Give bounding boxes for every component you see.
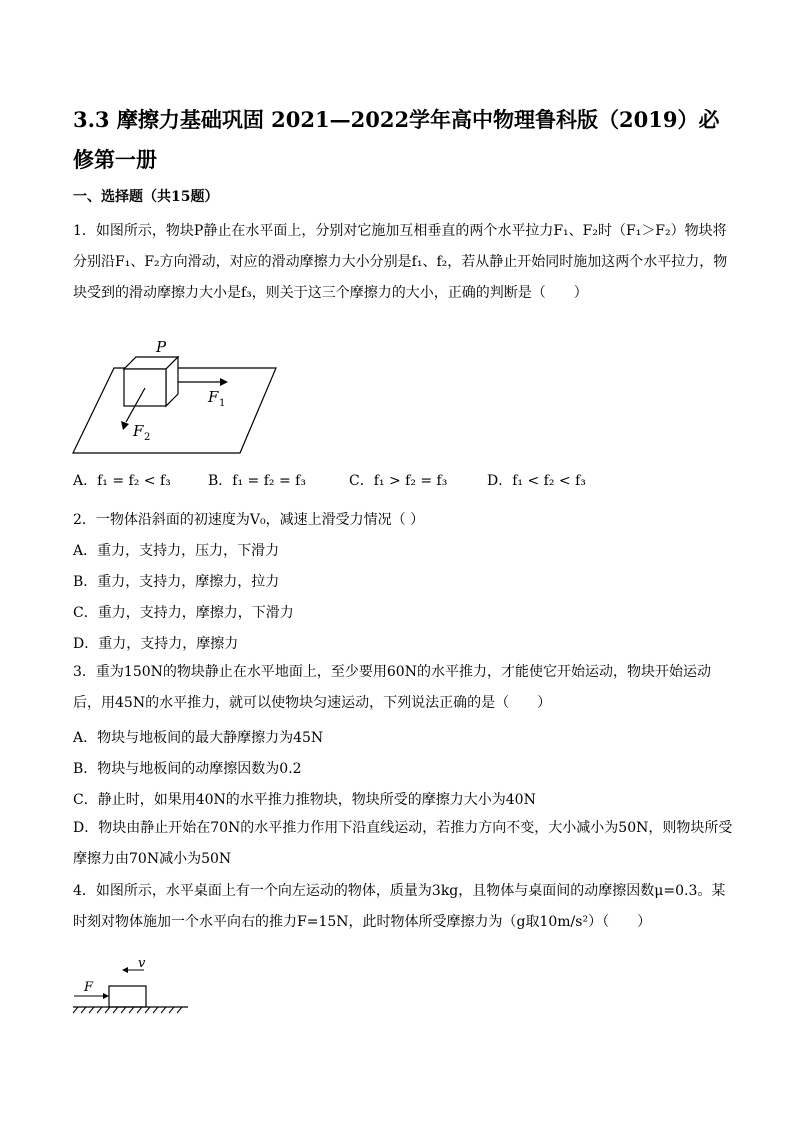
- q3-option-d[interactable]: D．物块由静止开始在70N的水平推力作用下沿直线运动，若推力方向不变，大小减小为50N，则物块所受摩擦力由70N减小为50N: [73, 820, 733, 867]
- table-hatching: [73, 1007, 182, 1013]
- label-f1: F: [208, 388, 219, 406]
- force-f2-arrowhead: [121, 421, 129, 430]
- label-v: v: [138, 956, 146, 971]
- section-heading: 一、选择题（共15题）: [73, 189, 219, 205]
- label-f2: F: [133, 422, 144, 440]
- label-p: P: [156, 338, 167, 356]
- question-2-text: 2．一物体沿斜面的初速度为V₀，减速上滑受力情况（ ）: [73, 512, 425, 528]
- label-f: F: [84, 980, 94, 995]
- option-b[interactable]: B．f₁ = f₂ = f₃: [208, 473, 306, 489]
- option-c[interactable]: C．f₁ > f₂ = f₃: [349, 473, 448, 489]
- q2-option-b[interactable]: B．重力，支持力，摩擦力，拉力: [73, 574, 280, 590]
- q3-option-b[interactable]: B．物块与地板间的动摩擦因数为0.2: [73, 761, 302, 777]
- option-a[interactable]: A．f₁ = f₂ < f₃: [73, 473, 171, 489]
- question-4-text: 4．如图所示，水平桌面上有一个向左运动的物体，质量为3kg，且物体与桌面间的动摩擦因数μ=0.3。某时刻对物体施加一个水平向右的推力F=15N，此时物体所受摩擦力为（g取10m/s²）（ ）: [73, 883, 726, 930]
- object-block: [109, 986, 146, 1007]
- option-d[interactable]: D．f₁ < f₂ < f₃: [487, 473, 586, 489]
- label-f1-sub: 1: [219, 398, 226, 409]
- push-force-arrowhead: [103, 993, 109, 999]
- block-front-face: [124, 369, 166, 406]
- question-1-text: 1．如图所示，物块P静止在水平面上，分别对它施加互相垂直的两个水平拉力F₁、F₂时（F₁＞F₂）物块将分别沿F₁、F₂方向滑动，对应的滑动摩擦力大小分别是f₁、f₂，若从静止开始同时施加这两个水平拉力，物块受到的滑动摩擦力大小是f₃，则关于这三个摩擦力的大小，正确的判断是（ ）: [73, 223, 728, 301]
- q2-option-a[interactable]: A．重力，支持力，压力，下滑力: [73, 543, 280, 559]
- q2-option-d[interactable]: D．重力，支持力，摩擦力: [73, 636, 239, 652]
- question-4-figure: [70, 954, 195, 1016]
- label-f2-sub: 2: [144, 432, 151, 443]
- q3-option-c[interactable]: C．静止时，如果用40N的水平推力推物块，物块所受的摩擦力大小为40N: [73, 792, 536, 808]
- question-3-text: 3．重为150N的物块静止在水平地面上，至少要用60N的水平推力，才能使它开始运动，物块开始运动后，用45N的水平推力，就可以使物块匀速运动，下列说法正确的是（ ）: [73, 664, 711, 711]
- force-f1-arrowhead: [220, 378, 228, 386]
- q3-option-a[interactable]: A．物块与地板间的最大静摩擦力为45N: [73, 730, 324, 746]
- velocity-arrowhead: [122, 967, 128, 973]
- q2-option-c[interactable]: C．重力，支持力，摩擦力，下滑力: [73, 605, 294, 621]
- question-1-figure: [70, 336, 280, 456]
- page-title: 3.3 摩擦力基础巩固 2021—2022学年高中物理鲁科版（2019）必修第一册: [73, 107, 720, 172]
